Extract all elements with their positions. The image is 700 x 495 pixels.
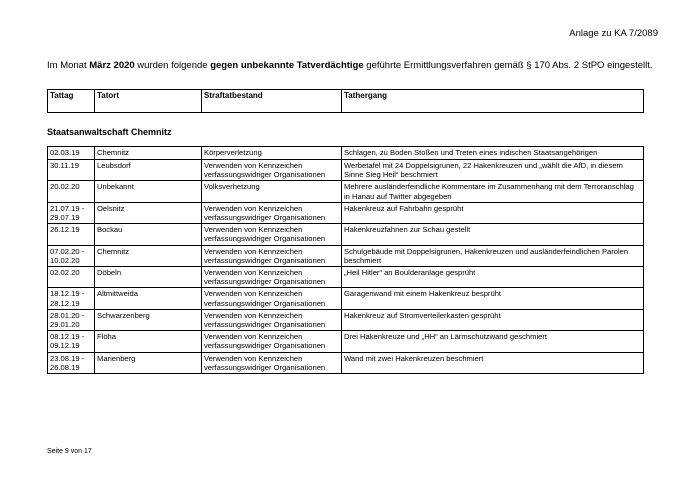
cell-description: Hakenkreuzfahnen zur Schau gestellt xyxy=(342,224,644,245)
cell-offense: Verwenden von Kennzeichen verfassungswidriger Organisationen xyxy=(202,288,342,309)
cell-date: 18.12.19 - 28.12.19 xyxy=(48,288,95,309)
table-row xyxy=(48,267,644,288)
intro-part-3: geführte Ermittlungsverfahren gemäß § 170 Abs. 2 StPO eingestellt. xyxy=(363,60,653,71)
cell-place: Chemnitz xyxy=(95,147,202,160)
table-row xyxy=(48,352,644,373)
table-row xyxy=(48,288,644,309)
intro-sentence xyxy=(47,60,667,71)
table-row xyxy=(48,160,644,181)
cell-date: 08.12.19 - 09.12.19 xyxy=(48,331,95,352)
cell-offense: Verwenden von Kennzeichen verfassungswidriger Organisationen xyxy=(202,245,342,266)
header-tathergang: Tathergang xyxy=(342,90,644,113)
cases-table xyxy=(47,146,644,374)
cell-offense: Verwenden von Kennzeichen verfassungswidriger Organisationen xyxy=(202,352,342,373)
header-tattag: Tattag xyxy=(48,90,95,113)
cell-place: Bockau xyxy=(95,224,202,245)
cell-description: Mehrere ausländerfeindliche Kommentare im Zusammenhang mit dem Terroranschlag in Hanau auf Twitter abgegeben xyxy=(342,181,644,202)
cell-place: Altmittweida xyxy=(95,288,202,309)
cell-offense: Verwenden von Kennzeichen verfassungswidriger Organisationen xyxy=(202,267,342,288)
cell-place: Marienberg xyxy=(95,352,202,373)
cell-offense: Verwenden von Kennzeichen verfassungswidriger Organisationen xyxy=(202,224,342,245)
cell-description: Schulgebäude mit Doppelsigrunen, Hakenkreuzen und ausländerfeindlichen Parolen beschmiert xyxy=(342,245,644,266)
annex-reference: Anlage zu KA 7/2089 xyxy=(569,28,658,39)
cell-offense: Volksverhetzung xyxy=(202,181,342,202)
table-row xyxy=(48,331,644,352)
cell-place: Schwarzenberg xyxy=(95,309,202,330)
cell-date: 20.02.20 xyxy=(48,181,95,202)
cell-description: Hakenkreuz auf Stromverteilerkasten gesprüht xyxy=(342,309,644,330)
cell-date: 30.11.19 xyxy=(48,160,95,181)
intro-emphasis: gegen unbekannte Tatverdächtige xyxy=(210,60,364,71)
intro-month: März 2020 xyxy=(89,60,135,71)
cell-date: 21.07.19 - 29.07.19 xyxy=(48,202,95,223)
table-row xyxy=(48,202,644,223)
cell-description: Werbetafel mit 24 Doppelsigrunen, 22 Hakenkreuzen und „wählt die AfD, in diesem Sinne Sieg Heil“ beschmiert xyxy=(342,160,644,181)
cell-offense: Verwenden von Kennzeichen verfassungswidriger Organisationen xyxy=(202,160,342,181)
cell-offense: Verwenden von Kennzeichen verfassungswidriger Organisationen xyxy=(202,309,342,330)
header-tatort: Tatort xyxy=(95,90,202,113)
cell-place: Chemnitz xyxy=(95,245,202,266)
cell-description: „Heil Hitler“ an Boulderanlage gesprüht xyxy=(342,267,644,288)
cell-date: 26.12.19 xyxy=(48,224,95,245)
cell-place: Leubsdorf xyxy=(95,160,202,181)
intro-part-1: Im Monat xyxy=(47,60,90,71)
table-row xyxy=(48,147,644,160)
table-row xyxy=(48,181,644,202)
cell-date: 02.02.20 xyxy=(48,267,95,288)
cell-description: Wand mit zwei Hakenkreuzen beschmiert xyxy=(342,352,644,373)
cell-description: Schlagen, zu Boden Stoßen und Treten eines indischen Staatsangehörigen xyxy=(342,147,644,160)
table-row xyxy=(48,309,644,330)
cell-date: 28.01.20 - 29.01.20 xyxy=(48,309,95,330)
cases-table-body xyxy=(48,147,644,374)
table-row xyxy=(48,224,644,245)
column-header-table xyxy=(47,89,644,113)
cell-description: Drei Hakenkreuze und „HH“ an Lärmschutzwand geschmiert xyxy=(342,331,644,352)
cell-description: Hakenkreuz auf Fahrbahn gesprüht xyxy=(342,202,644,223)
section-title: Staatsanwaltschaft Chemnitz xyxy=(47,127,172,137)
table-row xyxy=(48,245,644,266)
page-number: Seite 9 von 17 xyxy=(47,448,92,455)
header-straftatbestand: Straftatbestand xyxy=(202,90,342,113)
cell-description: Garagenwand mit einem Hakenkreuz besprüht xyxy=(342,288,644,309)
cell-date: 07.02.20 - 10.02.20 xyxy=(48,245,95,266)
intro-part-2: wurden folgende xyxy=(134,60,211,71)
cell-date: 02.03.19 xyxy=(48,147,95,160)
cell-date: 23.08.19 - 26.08.19 xyxy=(48,352,95,373)
cell-place: Döbeln xyxy=(95,267,202,288)
cell-offense: Verwenden von Kennzeichen verfassungswidriger Organisationen xyxy=(202,331,342,352)
cell-place: Unbekannt xyxy=(95,181,202,202)
cell-place: Oelsnitz xyxy=(95,202,202,223)
cell-place: Flöha xyxy=(95,331,202,352)
column-header-row xyxy=(48,90,644,113)
cell-offense: Verwenden von Kennzeichen verfassungswidriger Organisationen xyxy=(202,202,342,223)
cell-offense: Körperverletzung xyxy=(202,147,342,160)
